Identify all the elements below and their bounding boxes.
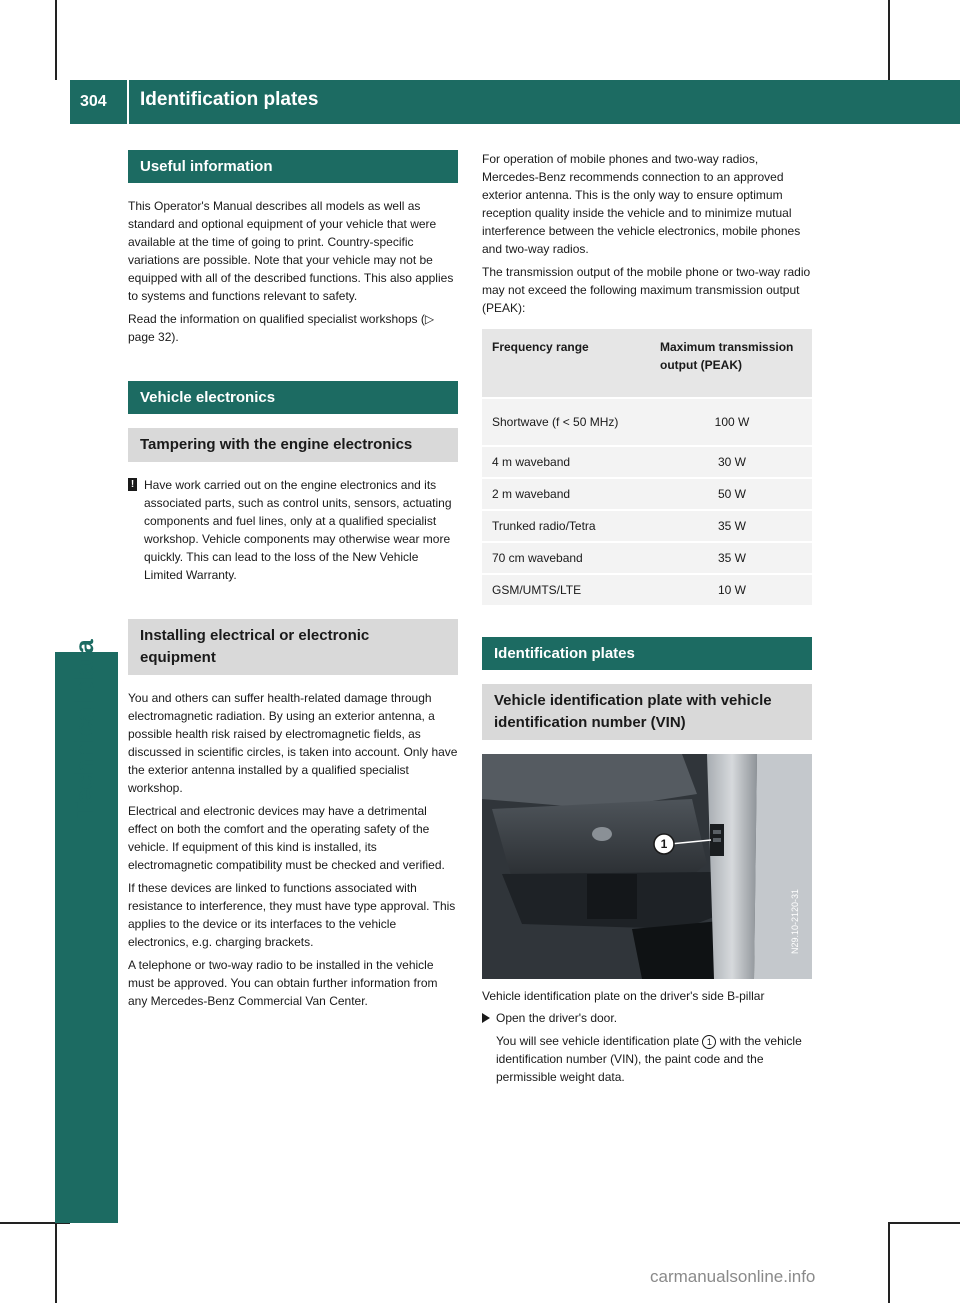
paragraph: A telephone or two-way radio to be installed in the vehicle must be approved. You can obtain further information from any Mercedes-Benz Commercial Van Center. <box>128 958 438 1008</box>
crop-mark <box>888 1222 960 1224</box>
paragraph: For operation of mobile phones and two-way radios, Mercedes-Benz recommends connection to an approved exterior antenna. This is the only way to ensure optimum reception quality inside the vehicle and to minimize mutual interference between the vehicle electronics, mobile phones and two-way radios. <box>482 152 801 256</box>
figure-callout: 1 <box>660 837 668 851</box>
warning-paragraph <box>128 476 458 584</box>
paragraph: The transmission output of the mobile phone or two-way radio may not exceed the following maximum transmission output (PEAK): <box>482 265 811 315</box>
paragraph: You and others can suffer health-related damage through electromagnetic radiation. By using an exterior antenna, a possible health risk raised by electromagnetic fields, as discussed in scientific circles, is taken into account. Only have the exterior antenna installed by a qualified specialist workshop. <box>128 691 458 795</box>
paragraph: If these devices are linked to functions associated with resistance to interference, they must have type approval. This applies to the device or its interfaces to the vehicle electronics, e.g. charging brackets. <box>128 881 456 949</box>
transmission-output-table <box>482 327 812 607</box>
side-tab-label: Technical data <box>69 639 99 818</box>
table-cell: 50 W <box>650 479 812 509</box>
warning-text: Have work carried out on the engine electronics and its associated parts, such as control units, sensors, actuating components and fuel lines, only at a qualified specialist workshop. Vehicle components may otherwise wear more quickly. This can lead to the loss of the New Vehicle Limited Warranty. <box>144 478 452 582</box>
table-cell: GSM/UMTS/LTE <box>482 575 650 605</box>
table-cell: 4 m waveband <box>482 447 650 477</box>
table-header-row <box>482 329 812 397</box>
subheading-installing: Installing electrical or electronic equipment <box>128 619 458 675</box>
table-cell: 35 W <box>650 543 812 573</box>
table-cell: 10 W <box>650 575 812 605</box>
table-cell: 35 W <box>650 511 812 541</box>
left-column <box>128 150 458 1015</box>
column-header-output: Maximum transmission output (PEAK) <box>650 329 812 397</box>
page-number: 304 <box>80 93 107 110</box>
table-cell: 30 W <box>650 447 812 477</box>
crop-mark <box>888 1222 890 1303</box>
arrow-right-icon <box>482 1013 490 1023</box>
table-row <box>482 399 812 445</box>
table-cell: 2 m waveband <box>482 479 650 509</box>
action-result-text-start: You will see vehicle identification plate <box>496 1034 700 1048</box>
action-text: Open the driver's door. <box>496 1011 618 1025</box>
callout-marker: 1 <box>702 1035 716 1049</box>
section-heading-identification-plates: Identification plates <box>482 637 812 670</box>
page-title: Identification plates <box>140 89 319 110</box>
action-result-text-end: with the vehicle identification number (VIN), the paint code and the permissible weight data. <box>496 1034 802 1084</box>
crop-mark <box>55 0 57 80</box>
crop-mark <box>888 0 890 80</box>
paragraph: This Operator's Manual describes all models as well as standard and optional equipment of your vehicle that were available at the time of going to print. Country-specific variations are possible. Note that your vehicle may not be equipped with all of the described functions. This also applies to systems and functions relevant to safety. <box>128 199 454 303</box>
table-row <box>482 447 812 477</box>
table-cell: 100 W <box>650 399 812 445</box>
warning-icon: ! <box>128 478 137 491</box>
table-row <box>482 543 812 573</box>
crop-mark <box>55 1222 57 1303</box>
vin-plate-illustration <box>482 754 812 979</box>
subheading-vin: Vehicle identification plate with vehicle identification number (VIN) <box>482 684 812 740</box>
right-column <box>482 150 812 1091</box>
section-heading-useful-info: Useful information <box>128 150 458 183</box>
paragraph: Electrical and electronic devices may have a detrimental effect on both the comfort and the operating safety of the vehicle. If equipment of this kind is installed, its electromagnetic compatibility must be checked and verified. <box>128 804 445 872</box>
subheading-tampering: Tampering with the engine electronics <box>128 428 458 462</box>
table-row <box>482 479 812 509</box>
action-step <box>482 1009 812 1027</box>
figure-caption: Vehicle identification plate on the driver's side B-pillar <box>482 989 765 1003</box>
table-cell: 70 cm waveband <box>482 543 650 573</box>
figure-code: N29.10-2120-31 <box>790 888 800 954</box>
table-cell: Trunked radio/Tetra <box>482 511 650 541</box>
table-cell: Shortwave (f < 50 MHz) <box>482 399 650 445</box>
section-heading-vehicle-electronics: Vehicle electronics <box>128 381 458 414</box>
header-divider <box>127 55 129 124</box>
paragraph: Read the information on qualified specialist workshops (▷ page 32). <box>128 312 435 344</box>
table-row <box>482 511 812 541</box>
watermark: carmanualsonline.info <box>650 1267 816 1286</box>
column-header-frequency: Frequency range <box>482 329 650 397</box>
action-result <box>482 1032 812 1086</box>
vin-plate-photo <box>482 754 812 979</box>
table-row <box>482 575 812 605</box>
